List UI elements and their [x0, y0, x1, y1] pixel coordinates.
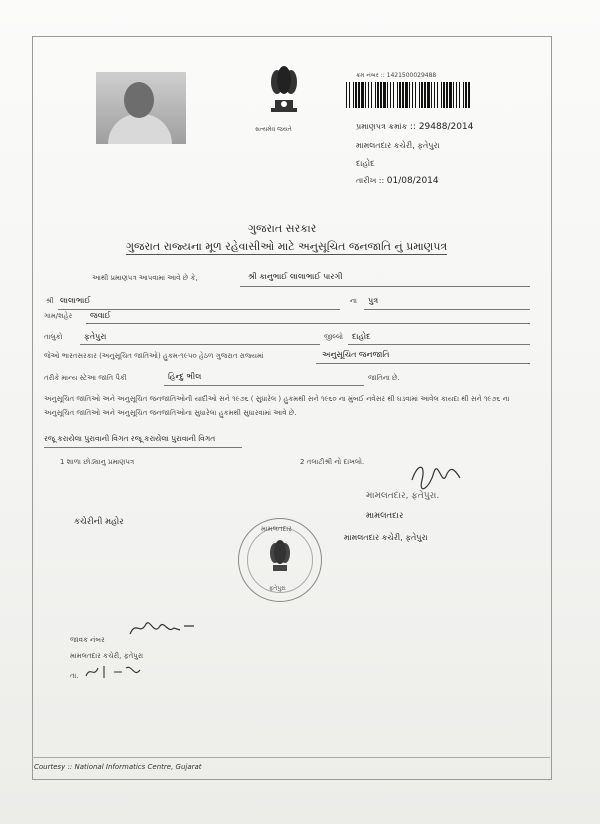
shri-label: શ્રી — [46, 297, 54, 305]
inward-date-label: તા. — [70, 672, 79, 680]
officer-title: મામલતદાર — [366, 511, 404, 521]
district-value: દાહોદ — [352, 332, 371, 341]
government-title: ગુજરાત સરકાર — [248, 222, 317, 235]
issuing-district: દાહોદ — [356, 159, 375, 168]
document-item-1: 1 શાળા છોડ્યાનુ પ્રમાણપત્ર — [60, 458, 135, 466]
officer-stamp: મામલતદાર, ફતેપુરા. — [366, 491, 440, 501]
emblem-caption: સત્યમેવ જયતે — [255, 126, 292, 133]
certified-text: આથી પ્રમાણપત્ર આપવામા આવે છે કે, — [92, 274, 198, 282]
seal-bottom-text: ફતેપુરા — [269, 585, 286, 592]
notification-paragraph: અનુસૂચિત જાતિઓ અને અનુસૂચિત જનજાતિઓની યાદીઓ સને ૧૯૭૬ ( સુધારેલ ) હુકમથી સને ૧૯૬૦ ના મુંબઈ નવેસર થી ઘડવામાં આવેલ કાયદા થી સને ૧૯૭૬ ના અનુસૂચિત જાતિઓ અને અનુસૂચિત જનજાતિઓના સુધારેલા હુકમથી સુધારવામાં આવે છે. — [44, 395, 510, 417]
issue-date-label: તારીખ :: — [356, 176, 385, 185]
inward-office: મામલતદાર કચેરી, ફતેપુરા — [70, 652, 144, 660]
seal-emblem-icon — [265, 539, 295, 579]
officer-office: મામલતદાર કચેરી, ફતેપુરા — [344, 533, 428, 542]
issuing-office: મામલતદાર કચેરી, ફતેપુરા — [356, 141, 440, 150]
cert-number-value: :: 29488/2014 — [409, 122, 474, 132]
applicant-photo — [96, 72, 186, 144]
issue-date-row — [356, 176, 439, 186]
caste-label: તરીકે માન્ય સ્ટેઆ જાતિ પૈકી — [44, 374, 127, 382]
office-seal-label: કચેરીની મહોર — [74, 517, 124, 527]
village-value: જવાઈ — [90, 311, 111, 320]
district-label: જીલ્લો — [324, 333, 343, 341]
applicant-name: શ્રી કાનુભાઈ લાલાભાઈ પારગી — [248, 272, 343, 281]
caste-value: હિન્દુ ભીલ — [168, 372, 202, 381]
cert-number-row — [356, 122, 473, 132]
taluka-value: ફતેપુરા — [84, 332, 107, 341]
na-label: ના — [350, 297, 357, 305]
issue-date-value: 01/08/2014 — [386, 176, 439, 186]
father-name: લાલાભાઈ — [60, 296, 91, 305]
ashoka-emblem-icon — [262, 60, 306, 126]
barcode — [346, 82, 470, 108]
category-value: અનુસૂચિત જનજાતિ — [322, 350, 390, 359]
cert-number-label: પ્રમાણપત્ર ક્રમાંક — [356, 122, 408, 131]
office-seal — [238, 518, 322, 602]
document-item-2: 2 તલાટીશ્રી નો દાખલો. — [300, 458, 365, 466]
inward-number-label: જાવક નંબર — [70, 636, 105, 644]
barcode-label: ક્રમ નંબર :: 1421500029488 — [356, 72, 437, 79]
documents-heading: રજૂ કરાયેલા પુરાવાની વિગત રજૂ કરાયેલા પુરાવાની વિગત — [44, 434, 216, 443]
certificate-title: ગુજરાત રાજ્યના મૂળ રહેવાસીઓ માટે અનુસૂચિત જનજાતિ નું પ્રમાણપત્ર — [126, 240, 448, 253]
seal-top-text: મામલતદાર — [261, 525, 292, 533]
order-text: જેઓ ભારતસરકાર (અનુસૂચિત જાતિઓ) હુકમ-૧૯૫૦ હેઠળ ગુજરાત રાજ્યમાં — [44, 352, 264, 360]
handwritten-date — [82, 662, 142, 682]
caste-suffix: જાતિના છે. — [368, 374, 400, 382]
courtesy-footer: Courtesy :: National Informatics Centre, Gujarat — [34, 763, 202, 771]
handwritten-number — [128, 618, 198, 640]
relation-value: પુત્ર — [368, 296, 379, 305]
taluka-label: તાલુકો — [44, 333, 63, 341]
village-label: ગામ/શહેર — [44, 312, 73, 320]
